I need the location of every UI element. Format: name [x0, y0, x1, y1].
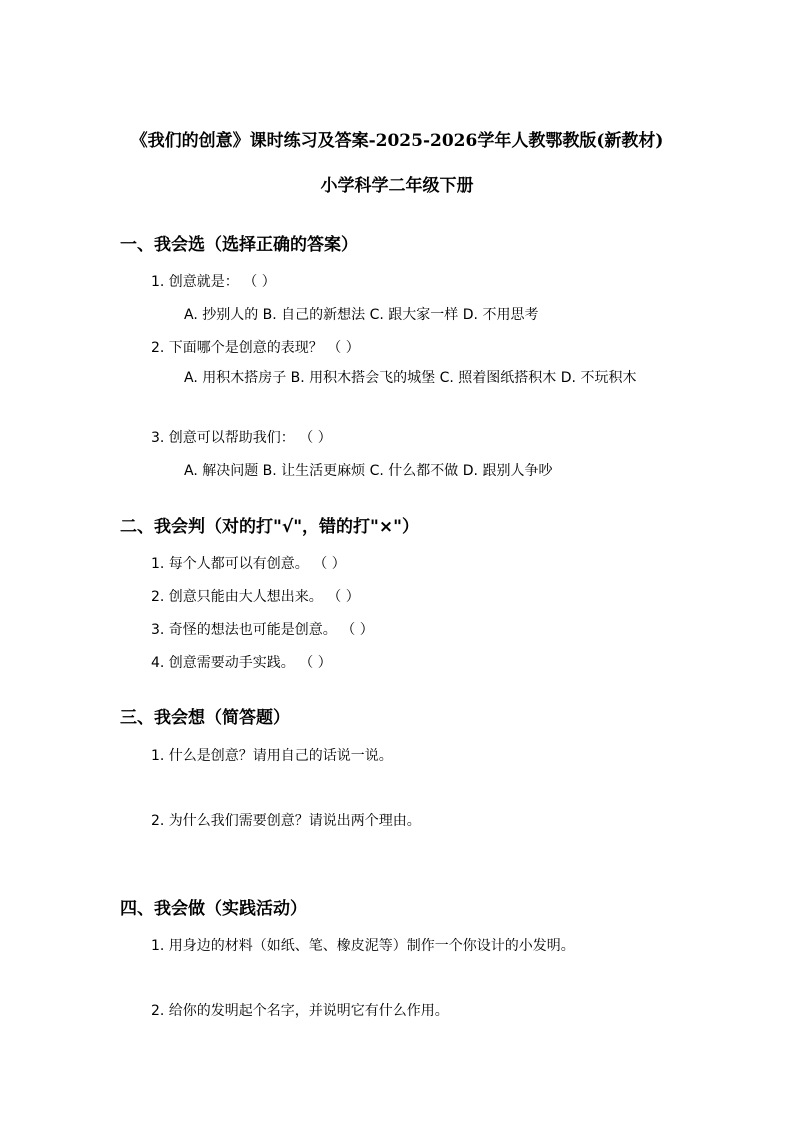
question-1-2: 2. 下面哪个是创意的表现？ （ ）	[151, 340, 360, 356]
question-1-1: 1. 创意就是： （ ）	[151, 274, 276, 290]
question-1-1-options: A. 抄别人的 B. 自己的新想法 C. 跟大家一样 D. 不用思考	[184, 307, 539, 323]
section-heading-judge: 二、我会判（对的打"√"，错的打"×"）	[120, 517, 420, 537]
document-title-line2: 小学科学二年级下册	[320, 176, 474, 196]
judge-item-2: 2. 创意只能由大人想出来。 （ ）	[151, 589, 360, 605]
section-heading-do: 四、我会做（实践活动）	[120, 899, 307, 919]
section-heading-think: 三、我会想（简答题）	[120, 708, 290, 728]
activity-1: 1. 用身边的材料（如纸、笔、橡皮泥等）制作一个你设计的小发明。	[151, 938, 575, 954]
question-1-3-options: A. 解决问题 B. 让生活更麻烦 C. 什么都不做 D. 跟别人争吵	[184, 463, 553, 479]
question-1-3: 3. 创意可以帮助我们： （ ）	[151, 430, 332, 446]
short-answer-2: 2. 为什么我们需要创意？请说出两个理由。	[151, 813, 421, 829]
document-title-line1: 《我们的创意》课时练习及答案-2025-2026学年人教鄂教版(新教材)	[130, 131, 664, 151]
activity-2: 2. 给你的发明起个名字，并说明它有什么作用。	[151, 1003, 449, 1019]
judge-item-4: 4. 创意需要动手实践。 （ ）	[151, 655, 332, 671]
judge-item-3: 3. 奇怪的想法也可能是创意。 （ ）	[151, 622, 374, 638]
judge-item-1: 1. 每个人都可以有创意。 （ ）	[151, 556, 346, 572]
short-answer-1: 1. 什么是创意？请用自己的话说一说。	[151, 748, 393, 764]
section-heading-choice: 一、我会选（选择正确的答案）	[120, 235, 358, 255]
question-1-2-options: A. 用积木搭房子 B. 用积木搭会飞的城堡 C. 照着图纸搭积木 D. 不玩积木	[184, 370, 637, 386]
